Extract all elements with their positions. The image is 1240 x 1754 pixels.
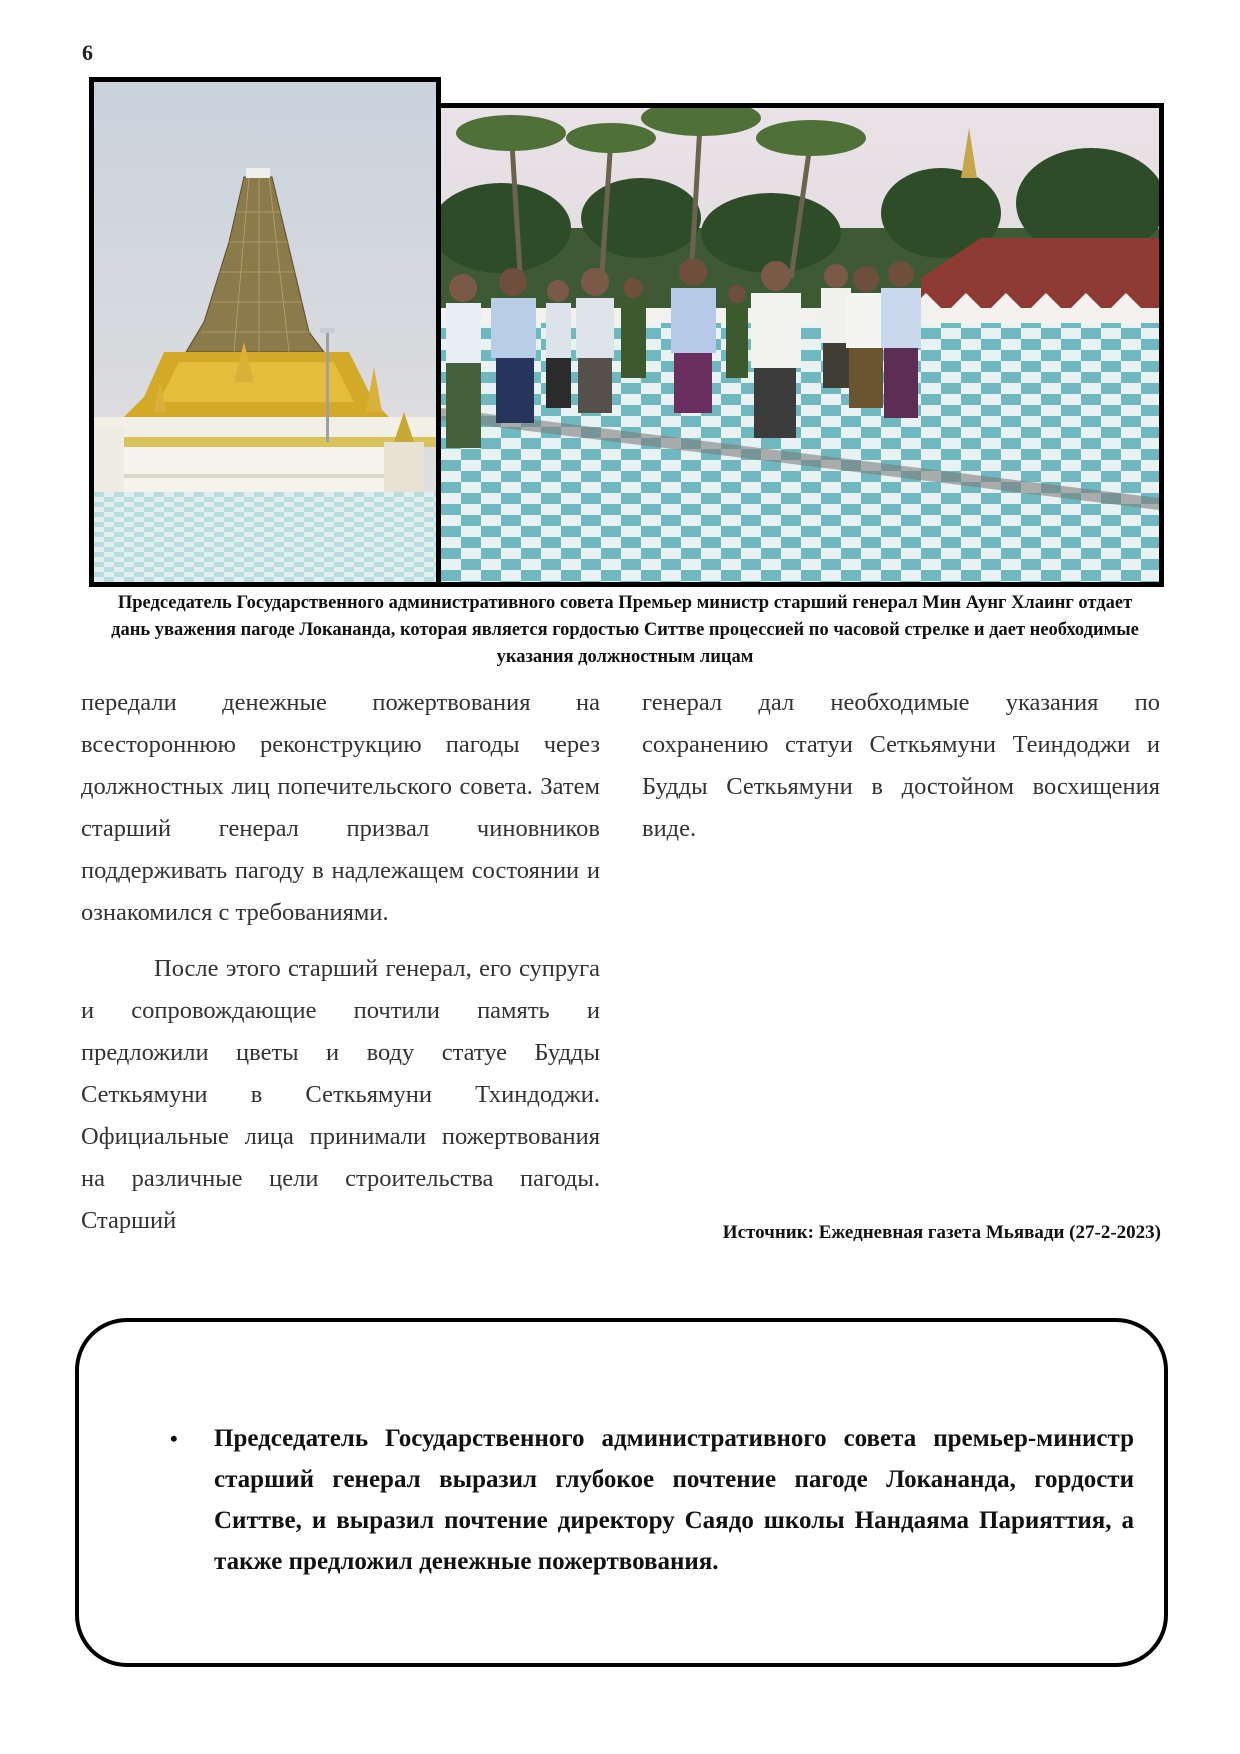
summary-box — [75, 1318, 1168, 1667]
bullet-icon: • — [170, 1426, 178, 1451]
summary-item-text: Председатель Государственного административного совета премьер-министр старший генерал выразил глубокое почтение пагоде Локананда, гордости Ситтве, и выразил почтение директору Саядо школы Нандаяма Парияттия, а также предложил денежные пожертвования. — [214, 1425, 1134, 1575]
article-right-column — [642, 682, 1160, 850]
article-paragraph: После этого старший генерал, его супруга и сопровождающие почтили память и предложили цветы и воду статуе Будды Сеткьямуни в Сеткьямуни Тхиндоджи. Официальные лица принимали пожертвования на различные цели строительства пагоды. Старший — [81, 955, 600, 1234]
pagoda-illustration — [94, 82, 436, 582]
article-paragraph: генерал дал необходимые указания по сохранению статуи Сеткьямуни Теиндоджи и Будды Сеткьямуни в достойном восхищения виде. — [642, 689, 1160, 842]
article-paragraph: передали денежные пожертвования на всестороннюю реконструкцию пагоды через должностных лиц попечительского совета. Затем старший генерал призвал чиновников поддерживать пагоду в надлежащем состоянии и ознакомился с требованиями. — [81, 689, 600, 926]
officials-photo — [441, 103, 1164, 587]
summary-item — [170, 1418, 1134, 1582]
article-left-column — [81, 682, 600, 1242]
source-credit: Источник: Ежедневная газета Мьявади (27-2-2023) — [722, 1222, 1161, 1243]
page-number: 6 — [82, 40, 93, 65]
pagoda-photo — [89, 77, 441, 587]
photo-caption: Председатель Государственного административного совета Премьер министр старший генерал Мин Аунг Хлаинг отдает дань уважения пагоде Локананда, которая является гордостью Ситтве процессией по часовой стрелке и дает необходимые указания должностным лицам — [111, 593, 1139, 667]
summary-list — [134, 1418, 1134, 1582]
officials-illustration — [441, 108, 1159, 582]
